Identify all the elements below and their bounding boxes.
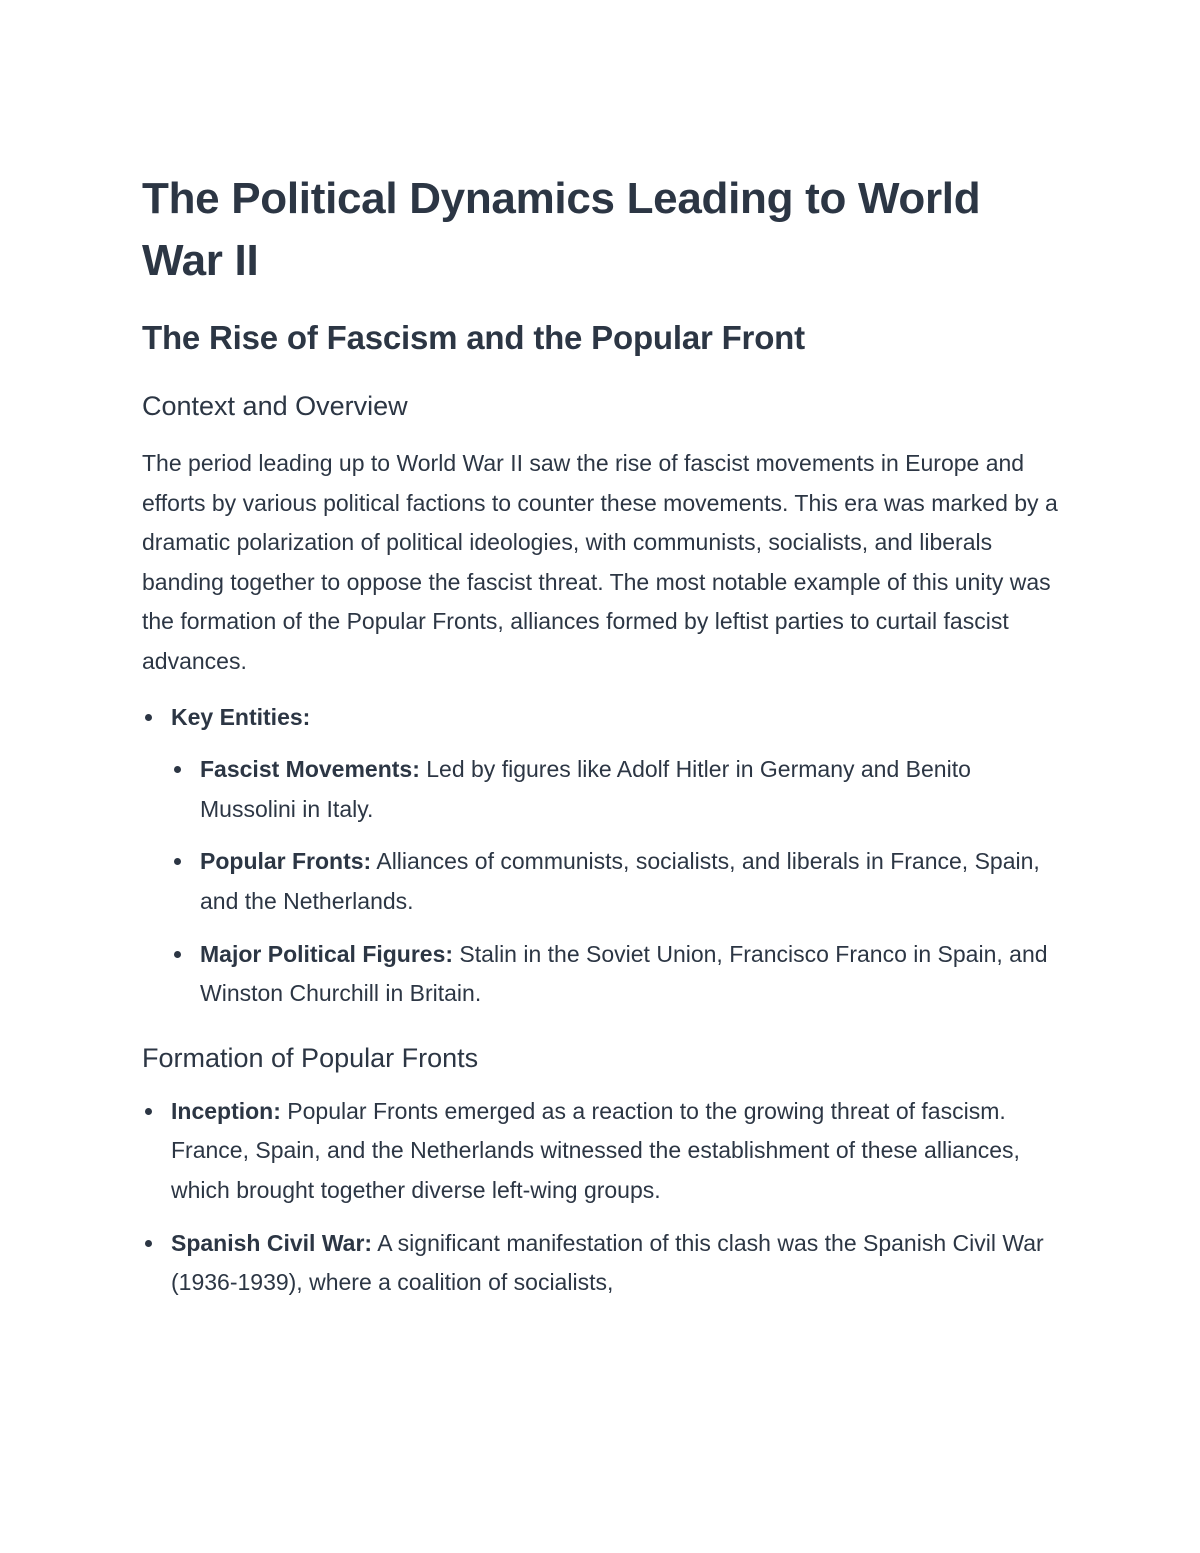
formation-list [142, 1092, 1062, 1303]
bullet-icon [145, 1240, 152, 1247]
section-heading-formation: Formation of Popular Fronts [142, 1042, 479, 1073]
item-text: A significant manifestation of this clash was the Spanish Civil War (1936-1939), where a coalition of socialists, [171, 1229, 1044, 1296]
bullet-icon [145, 1108, 152, 1115]
key-entities-label: Key Entities: [171, 703, 311, 730]
bullet-icon [174, 858, 181, 865]
list-item-inception [142, 1092, 1062, 1211]
item-label: Inception: [171, 1097, 281, 1124]
bullet-icon [145, 714, 152, 721]
list-item-major-political-figures [171, 935, 1062, 1014]
item-text: Popular Fronts emerged as a reaction to the growing threat of fascism. France, Spain, and the Netherlands witnessed the establishment of these alliances, which brought together diverse left-wing groups. [171, 1097, 1020, 1203]
list-item-key-entities [142, 698, 1062, 1014]
document-title: The Political Dynamics Leading to World War II [142, 174, 981, 285]
key-entities-list [142, 698, 1062, 1014]
entity-text: Led by figures like Adolf Hitler in Germany and Benito Mussolini in Italy. [200, 756, 971, 822]
list-item-popular-fronts [171, 842, 1062, 921]
list-item-fascist-movements [171, 750, 1062, 829]
context-paragraph: The period leading up to World War II saw the rise of fascist movements in Europe and efforts by various political factions to counter these movements. This era was marked by a dramatic polarization of political ideologies, with communists, socialists, and liberals banding together to oppose the fascist threat. The most notable example of this unity was the formation of the Popular Fronts, alliances formed by leftist parties to curtail fascist advances. [142, 450, 1058, 674]
section-heading-context: Context and Overview [142, 391, 408, 421]
entity-label: Popular Fronts: [200, 848, 372, 875]
item-label: Spanish Civil War: [171, 1229, 373, 1256]
list-item-spanish-civil-war [142, 1224, 1062, 1303]
entity-text: Stalin in the Soviet Union, Francisco Franco in Spain, and Winston Churchill in Britain. [200, 940, 1048, 1007]
entities-sublist [171, 750, 1062, 1014]
document-page [142, 168, 1062, 1303]
bullet-icon [174, 766, 181, 773]
document-subtitle: The Rise of Fascism and the Popular Front [142, 319, 805, 356]
entity-label: Major Political Figures: [200, 940, 454, 967]
entity-label: Fascist Movements: [200, 756, 420, 783]
entity-text: Alliances of communists, socialists, and liberals in France, Spain, and the Netherlands. [200, 848, 1040, 914]
bullet-icon [174, 951, 181, 958]
